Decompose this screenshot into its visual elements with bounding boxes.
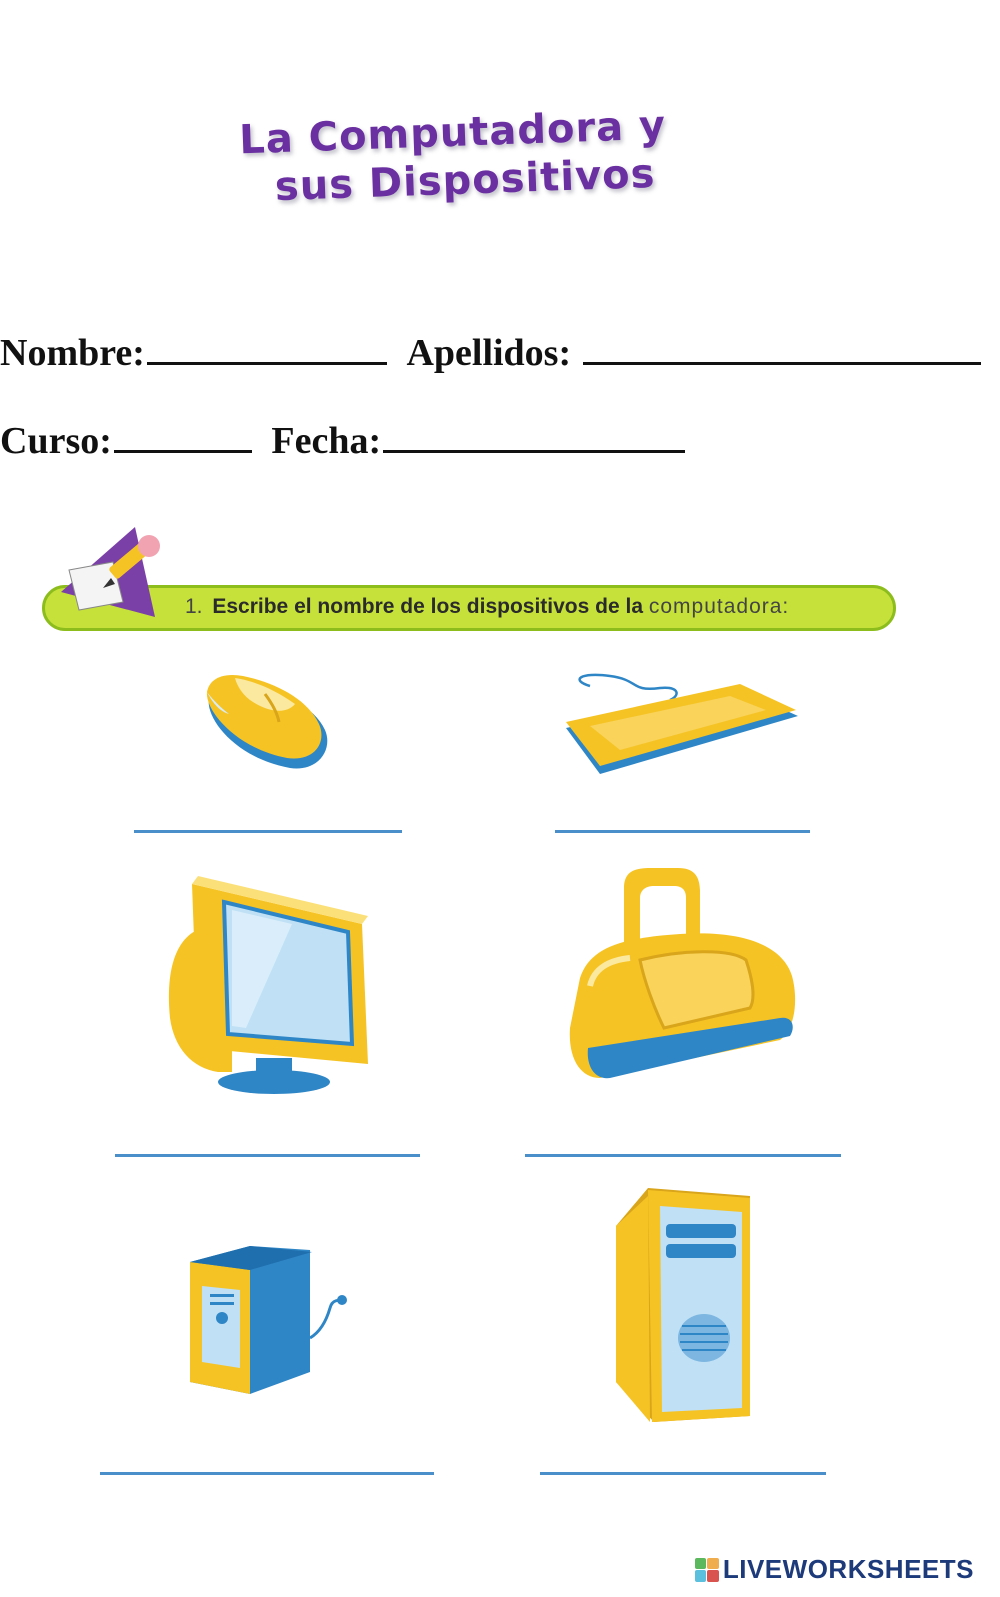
mouse-icon bbox=[195, 668, 340, 778]
instruction-number: 1. bbox=[185, 595, 203, 618]
footer-brand: LIVEWORKSHEETS bbox=[722, 1554, 974, 1584]
printer-icon bbox=[560, 868, 800, 1083]
course-row bbox=[0, 418, 685, 463]
answer-line-4[interactable] bbox=[525, 1154, 841, 1157]
apellidos-blank[interactable] bbox=[583, 330, 981, 365]
cpu-small-icon bbox=[180, 1242, 360, 1402]
nombre-blank[interactable] bbox=[147, 330, 387, 365]
answer-line-3[interactable] bbox=[115, 1154, 420, 1157]
apellidos-label: Apellidos: bbox=[406, 332, 572, 374]
name-row bbox=[0, 330, 981, 375]
instruction-bold: Escribe el nombre de los dispositivos de la bbox=[212, 595, 643, 618]
fecha-blank[interactable] bbox=[383, 418, 685, 453]
cpu-tower-icon bbox=[608, 1186, 756, 1426]
monitor-icon bbox=[162, 868, 377, 1098]
liveworksheets-icon bbox=[695, 1558, 719, 1582]
title-line-2: sus Dispositivos bbox=[274, 150, 657, 211]
nombre-label: Nombre: bbox=[0, 332, 145, 374]
answer-line-2[interactable] bbox=[555, 830, 810, 833]
instruction-end: computadora: bbox=[648, 595, 790, 618]
pencil-note-icon bbox=[55, 522, 170, 622]
curso-blank[interactable] bbox=[114, 418, 252, 453]
liveworksheets-logo[interactable] bbox=[695, 1554, 974, 1585]
curso-label: Curso: bbox=[0, 420, 112, 462]
answer-line-6[interactable] bbox=[540, 1472, 826, 1475]
answer-line-5[interactable] bbox=[100, 1472, 434, 1475]
worksheet-title bbox=[238, 100, 721, 213]
answer-line-1[interactable] bbox=[134, 830, 402, 833]
keyboard-icon bbox=[560, 670, 805, 790]
instruction-text bbox=[185, 595, 789, 619]
fecha-label: Fecha: bbox=[271, 420, 382, 462]
title-line-1: La Computadora y bbox=[238, 102, 667, 164]
